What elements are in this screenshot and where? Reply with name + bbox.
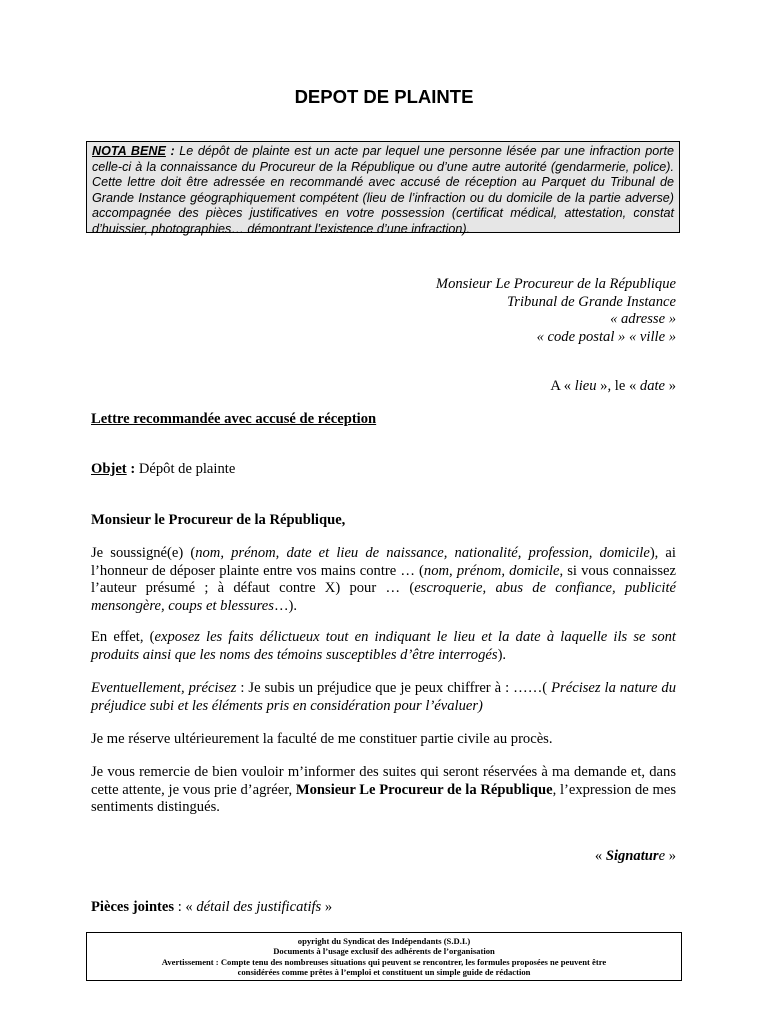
paragraph-damage [91,680,676,715]
recipient-line: Tribunal de Grande Instance [506,293,676,310]
bold-run: Monsieur Le Procureur de la République [295,781,553,798]
dateline-suffix: » [665,378,676,394]
placeholder-run: nom, prénom, domicile [423,562,560,579]
placeholder-run: Précisez la nature du préjudice subi et les éléments pris en considération pour l’évaluer) [91,680,676,714]
signature-line [400,848,676,866]
subject-separator: : [126,461,139,477]
text-run: En effet, ( [91,629,155,645]
recipient-line: Monsieur Le Procureur de la République [435,276,676,292]
nota-bene-box [86,141,680,236]
attachments-line [91,899,676,917]
registered-letter-heading: Lettre recommandée avec accusé de réception [91,411,377,427]
signature-text-end: e [658,848,666,864]
dateline-separator: », le « [596,378,640,394]
text-run: Je vous remercie de bien vouloir m’informer des suites qui seront réservées à ma demande et, dans cette attente, je vous prie d’agréer, [91,764,676,798]
footer-line: Documents à l’usage exclusif des adhérents de l’organisation [273,946,495,957]
dateline-date: date [639,378,666,394]
nota-bene-colon: : [165,144,175,158]
placeholder-run: exposez les faits délictueux tout en indiquant le lieu et la date à laquelle ils se sont produits ainsi que les noms des témoins susceptibles d’être interrogés [91,629,676,663]
attachments-close: » [321,899,333,915]
dateline-place: lieu [574,378,597,394]
footer-line: Avertissement : Compte tenu des nombreuses situations qui peuvent se rencontrer, les formules proposées ne peuvent être [161,956,607,967]
text-run: , l’expression de mes sentiments distingués. [91,781,676,815]
text-run: , si vous connaissez l’auteur présumé ; à défaut contre X) pour … ( [91,562,676,596]
placeholder-run: nom, prénom, date et lieu de naissance, nationalité, profession, domicile [195,545,650,561]
paragraph-closing [91,764,676,817]
text-run: Je soussigné(e) ( [91,545,196,561]
paragraph-civil-party: Je me réserve ultérieurement la faculté de me constituer partie civile au procès. [91,731,553,747]
salutation: Monsieur le Procureur de la République, [91,512,346,528]
subject-line [91,461,676,479]
attachments-separator: : « [174,899,197,915]
subject-label: Objet [91,461,127,477]
footer-line: considérées comme prêtes à l’emploi et constituent un simple guide de rédaction [237,967,531,978]
attachments-value: détail des justificatifs [196,899,322,915]
nota-bene-label: NOTA BENE [92,144,166,158]
subject-value: Dépôt de plainte [138,461,236,477]
text-run: …). [273,597,298,614]
nota-bene-text: Le dépôt de plainte est un acte par lequel une personne lésée par une infraction porte celle-ci à la connaissance du Procureur de la République ou d’une autre autorité (gendarmerie, police). Cette lettre doit être adressée en recommandé avec accusé de réception au Parquet du Tribunal de Grande Instance géographiquement compétent (lieu de l’infraction ou du domicile de la partie adverse) accompagnée des pièces justificatives en votre possession (certificat médical, attestation, constat d’huissier, photographies… démontrant l’existence d’une infraction). [92,144,674,236]
paragraph-facts [91,629,676,664]
text-run: ), ai l’honneur de déposer plainte entre vos mains contre … ( [91,545,676,579]
signature-open: « [594,848,606,864]
recipient-line: « adresse » [610,311,676,327]
attachments-label: Pièces jointes [91,899,175,915]
page-title: DEPOT DE PLAINTE [294,86,474,107]
placeholder-run: Eventuellement, précisez [91,680,237,696]
dateline-prefix: A « [550,378,575,394]
placeholder-run: escroquerie, abus de confiance, publicité mensongère, coups et blessures [91,580,676,614]
text-run: : Je subis un préjudice que je peux chiffrer à : ……( [236,680,548,696]
signature-text: Signatur [605,848,659,864]
recipient-line: « code postal » « ville » [536,328,676,345]
copyright-footer [86,932,682,981]
footer-line: opyright du Syndicat des Indépendants (S.D.I.) [297,936,471,946]
paragraph-complaint [91,545,676,615]
signature-close: » [665,848,676,864]
recipient-address [300,276,676,346]
place-date-line [300,378,676,396]
text-run: ). [497,646,507,663]
